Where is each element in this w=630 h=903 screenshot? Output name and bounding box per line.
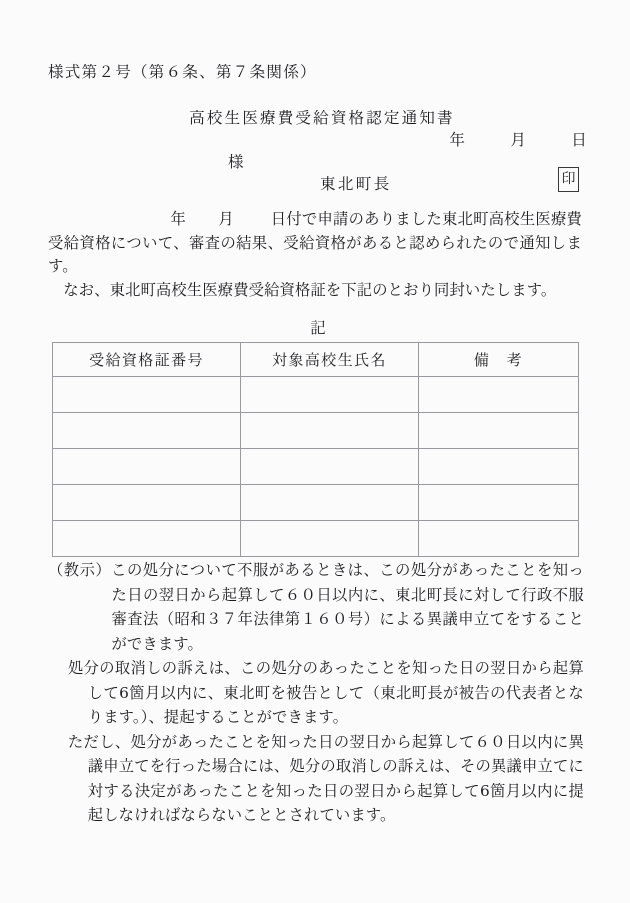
date-day-label: 日 [571,131,588,149]
table-cell-student-name[interactable] [241,449,419,485]
addressee-honorific: 様 [228,153,245,171]
notice-paragraph-1-text: この処分について不服があるときは、この処分があったことを知った日の翌日から起算して６０日以内に、東北町長に対して行政不服審査法（昭和３７年法律第１６０号）による異議申立てをすることができます。 [111,561,584,653]
body-month-label: 月 [218,210,234,228]
table-cell-remarks[interactable] [419,485,579,521]
body-text [48,208,582,302]
notice-section [48,558,584,828]
date-line [0,128,588,150]
notice-paragraph-3: ただし、処分があったことを知った日の翌日から起算して６０日以内に異議申立てを行った場合には、処分の取消しの訴えは、その異議申立てに対する決定があったことを知った日の翌日から起算して6箇月以内に提起しなければならないこととされています。 [67,732,584,824]
table-cell-certificate-number[interactable] [53,377,241,413]
table-cell-student-name[interactable] [241,521,419,557]
table-cell-student-name[interactable] [241,485,419,521]
table-cell-remarks[interactable] [419,413,579,449]
issuer-name: 東北町長 [320,175,392,193]
notice-paragraph-2: 処分の取消しの訴えは、この処分のあったことを知った日の翌日から起算して6箇月以内に、東北町を被告として（東北町長が被告の代表者となります。）、提起することができます。 [67,659,584,726]
table-cell-remarks[interactable] [419,449,579,485]
table-cell-student-name[interactable] [241,377,419,413]
document-title: 高校生医療費受給資格認定通知書 [189,109,455,127]
body-paragraph-1-text: 日付で申請のありました東北町高校生医療費受給資格について、審査の結果、受給資格があると認められたので通知します。 [48,210,583,275]
table-cell-certificate-number[interactable] [53,449,241,485]
table-cell-remarks[interactable] [419,377,579,413]
date-year-label: 年 [449,131,467,149]
body-year-label: 年 [170,210,187,228]
table-header-student-name: 対象高校生氏名 [241,343,419,377]
table-cell-certificate-number[interactable] [53,413,241,449]
recipient-table [52,342,579,557]
body-paragraph-1 [48,208,582,279]
table-cell-student-name[interactable] [241,413,419,449]
ki-mark: 記 [310,319,326,337]
form-number: 様式第２号（第６条、第７条関係） [48,63,317,81]
table-row [53,413,579,449]
date-month-label: 月 [510,131,528,149]
notice-label: （教示） [48,561,112,579]
table-header-remarks: 備 考 [419,343,579,377]
table-row [53,377,579,413]
table-cell-remarks[interactable] [419,521,579,557]
table-header-certificate-number: 受給資格証番号 [53,343,241,377]
table-row [53,449,579,485]
table-row [53,485,579,521]
body-paragraph-2: なお、東北町高校生医療費受給資格証を下記のとおり同封いたします。 [63,280,557,299]
notice-paragraph-1 [48,558,584,656]
seal-box: 印 [558,167,579,192]
table-row [53,521,579,557]
table-cell-certificate-number[interactable] [53,485,241,521]
table-header-row [53,343,579,377]
table-cell-certificate-number[interactable] [53,521,241,557]
